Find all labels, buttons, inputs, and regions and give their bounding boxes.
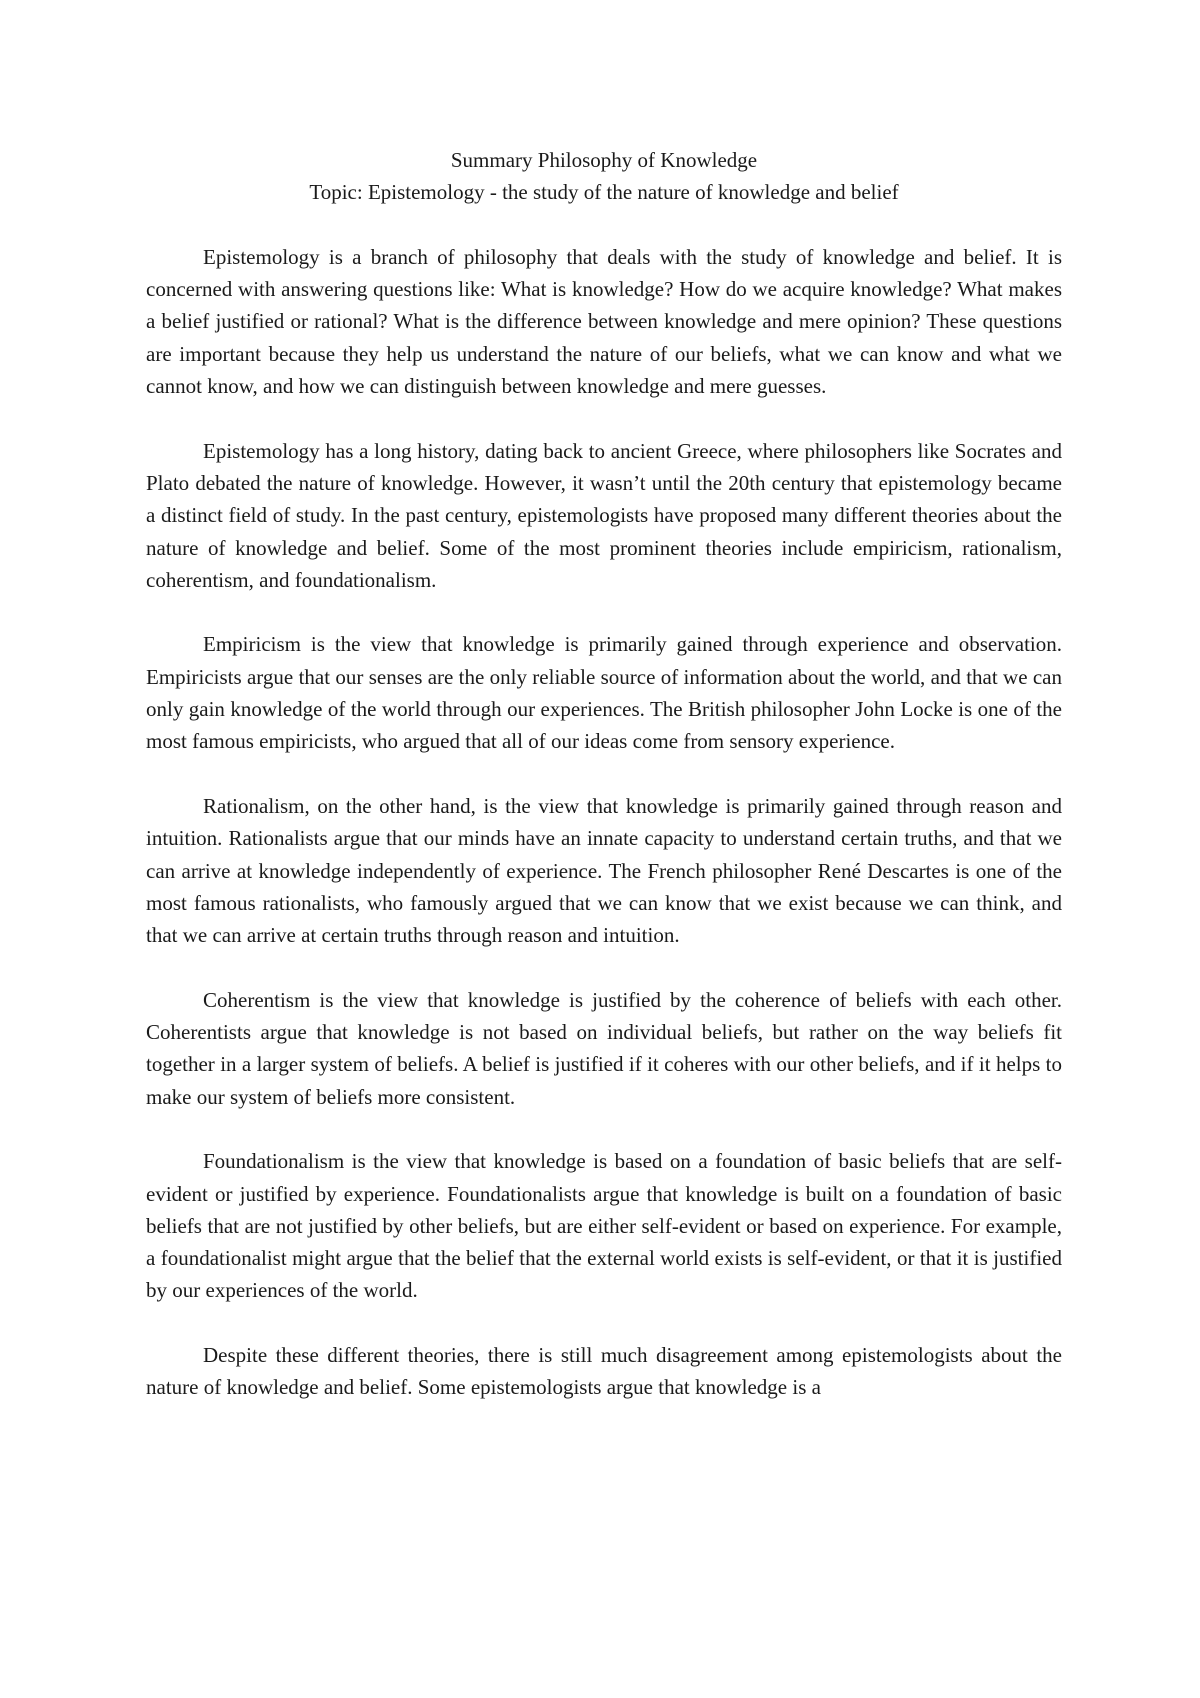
paragraph-disagreement: Despite these different theories, there is still much disagreement among epistemologists about the nature of knowledge and belief. Some epistemologists argue that knowledge is a: [146, 1342, 1062, 1400]
paragraph-empiricism: Empiricism is the view that knowledge is primarily gained through experience and observation. Empiricists argue that our senses are the only reliable source of information about the world, and that we can only gain knowledge of the world through our experiences. The British philosopher John Locke is one of the most famous empiricists, who argued that all of our ideas come from sensory experience.: [146, 632, 1062, 754]
document-topic: Topic: Epistemology - the study of the nature of knowledge and belief: [309, 180, 899, 205]
document-body: [146, 144, 1062, 1404]
paragraph-foundationalism: Foundationalism is the view that knowledge is based on a foundation of basic beliefs that are self-evident or justified by experience. Foundationalists argue that knowledge is built on a foundation of basic beliefs that are not justified by other beliefs, but are either self-evident or based on experience. For example, a foundationalist might argue that the belief that the external world exists is self-evident, or that it is justified by our experiences of the world.: [146, 1149, 1062, 1303]
paragraph-introduction: Epistemology is a branch of philosophy that deals with the study of knowledge and belief. It is concerned with answering questions like: What is knowledge? How do we acquire knowledge? What makes a belief justified or rational? What is the difference between knowledge and mere opinion? These questions are important because they help us understand the nature of our beliefs, what we can know and what we cannot know, and how we can distinguish between knowledge and mere guesses.: [146, 244, 1062, 399]
paragraph-coherentism: Coherentism is the view that knowledge is justified by the coherence of beliefs with each other. Coherentists argue that knowledge is not based on individual beliefs, but rather on the way beliefs fit together in a larger system of beliefs. A belief is justified if it coheres with our other beliefs, and if it helps to make our system of beliefs more consistent.: [146, 987, 1062, 1109]
paragraph-rationalism: Rationalism, on the other hand, is the view that knowledge is primarily gained through reason and intuition. Rationalists argue that our minds have an innate capacity to understand certain truths, and that we can arrive at knowledge independently of experience. The French philosopher René Descartes is one of the most famous rationalists, who famously argued that we can know that we exist because we can think, and that we can arrive at certain truths through reason and intuition.: [146, 793, 1062, 948]
paragraph-history: Epistemology has a long history, dating back to ancient Greece, where philosophers like Socrates and Plato debated the nature of knowledge. However, it wasn’t until the 20th century that epistemology became a distinct field of study. In the past century, epistemologists have proposed many different theories about the nature of knowledge and belief. Some of the most prominent theories include empiricism, rationalism, coherentism, and foundationalism.: [146, 438, 1062, 592]
document-title: Summary Philosophy of Knowledge: [450, 148, 758, 172]
